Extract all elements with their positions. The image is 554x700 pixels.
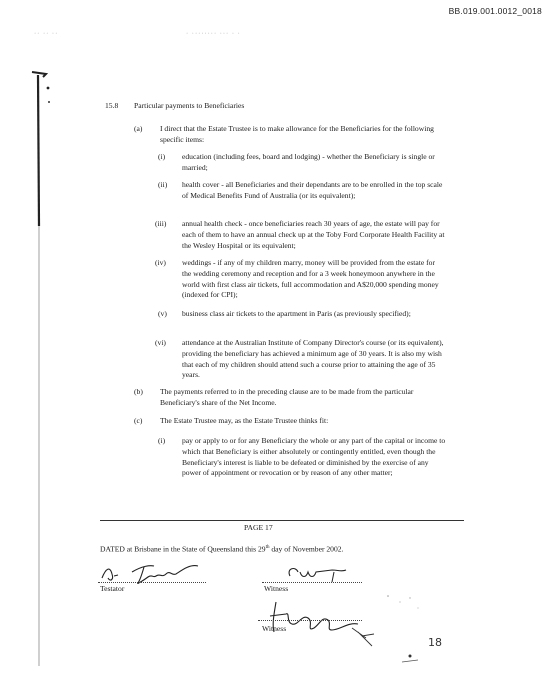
- section-number: 15.8: [105, 101, 119, 110]
- clause-c-text: The Estate Trustee may, as the Estate Trustee thinks fit:: [160, 416, 329, 425]
- testator-signature-line: [98, 582, 206, 583]
- page-label: PAGE 17: [244, 523, 273, 532]
- dated-line: [100, 543, 343, 555]
- item-a-v-label: (v): [158, 309, 167, 318]
- handwritten-page-number: 18: [428, 636, 442, 649]
- document-id: BB.019.001.0012_0018: [448, 6, 542, 16]
- testator-label: Testator: [100, 584, 125, 593]
- item-a-iv-label: (iv): [155, 258, 166, 267]
- section-heading: Particular payments to Beneficiaries: [134, 101, 245, 110]
- witness-1-signature-line: [262, 582, 362, 583]
- handwritten-tick-mark: [396, 650, 426, 666]
- punch-dot: [47, 87, 50, 90]
- dated-suffix: day of November 2002.: [269, 544, 344, 554]
- clause-a-text: I direct that the Estate Trustee is to make allowance for the Beneficiaries for the following specific items:: [160, 124, 434, 144]
- witness-2-signature-line: [258, 620, 362, 621]
- footer-rule: [100, 520, 464, 521]
- item-a-ii-text: health cover - all Beneficiaries and their dependants are to be enrolled in the top scale of Medical Benefits Fund of Australia (or its equivalent);: [182, 180, 443, 200]
- witness-1-label: Witness: [264, 584, 289, 593]
- scan-artifact-middle: · ········ ··· · ·: [186, 30, 241, 37]
- item-a-iii-label: (iii): [155, 219, 167, 228]
- item-a-v-text: business class air tickets to the apartment in Paris (as previously specified);: [182, 309, 411, 318]
- clause-b-text: The payments referred to in the preceding clause are to be made from the particular Beneficiary's share of the Net Income.: [160, 387, 414, 407]
- dated-prefix: DATED at Brisbane in the State of Queensland this 29: [100, 544, 266, 554]
- clause-b-label: (b): [134, 387, 143, 396]
- scan-specks: [380, 590, 430, 630]
- item-a-ii-label: (ii): [158, 180, 168, 189]
- item-a-i-text: education (including fees, board and lodging) - whether the Beneficiary is single or married;: [182, 152, 435, 172]
- binding-marks: [30, 66, 58, 666]
- item-a-iv-text: weddings - if any of my children marry, money will be provided from the estate for the wedding ceremony and reception and for a 3 week honeymoon anywhere in the world with first class air tickets, full accommodation and A$20,000 spending money (indexed for CPI);: [182, 258, 439, 300]
- item-c-i-text: pay or apply to or for any Beneficiary the whole or any part of the capital or income to which that Beneficiary is either absolutely or contingently entitled, even though the Beneficiary's interest is liable to be defeated or diminished by the exercise of any power of appointment or revocation or by reason of any other matter;: [182, 436, 446, 478]
- item-c-i-label: (i): [158, 436, 166, 445]
- witness-2-label: Witness: [262, 624, 287, 633]
- item-a-i-label: (i): [158, 152, 166, 161]
- binding-line: [38, 75, 39, 226]
- clause-c-label: (c): [134, 416, 143, 425]
- item-a-vi-label: (vi): [155, 338, 166, 347]
- scan-artifact-left: ·· ·· ··: [34, 30, 59, 37]
- clause-a-label: (a): [134, 124, 143, 133]
- dated-ordinal: th: [265, 545, 270, 550]
- item-a-iii-text: annual health check - once beneficiaries reach 30 years of age, the estate will pay for each of them to have an annual check up at the Toby Ford Corporate Health Facility at the Wesley Hospital or its equivalent;: [182, 219, 445, 250]
- item-a-vi-text: attendance at the Australian Institute of Company Director's course (or its equivalent), providing the beneficiary has achieved a minimum age of 30 years. It is also my wish that each of my children should attend such a course prior to attaining the age of 35 years.: [182, 338, 444, 380]
- punch-dot: [48, 101, 50, 103]
